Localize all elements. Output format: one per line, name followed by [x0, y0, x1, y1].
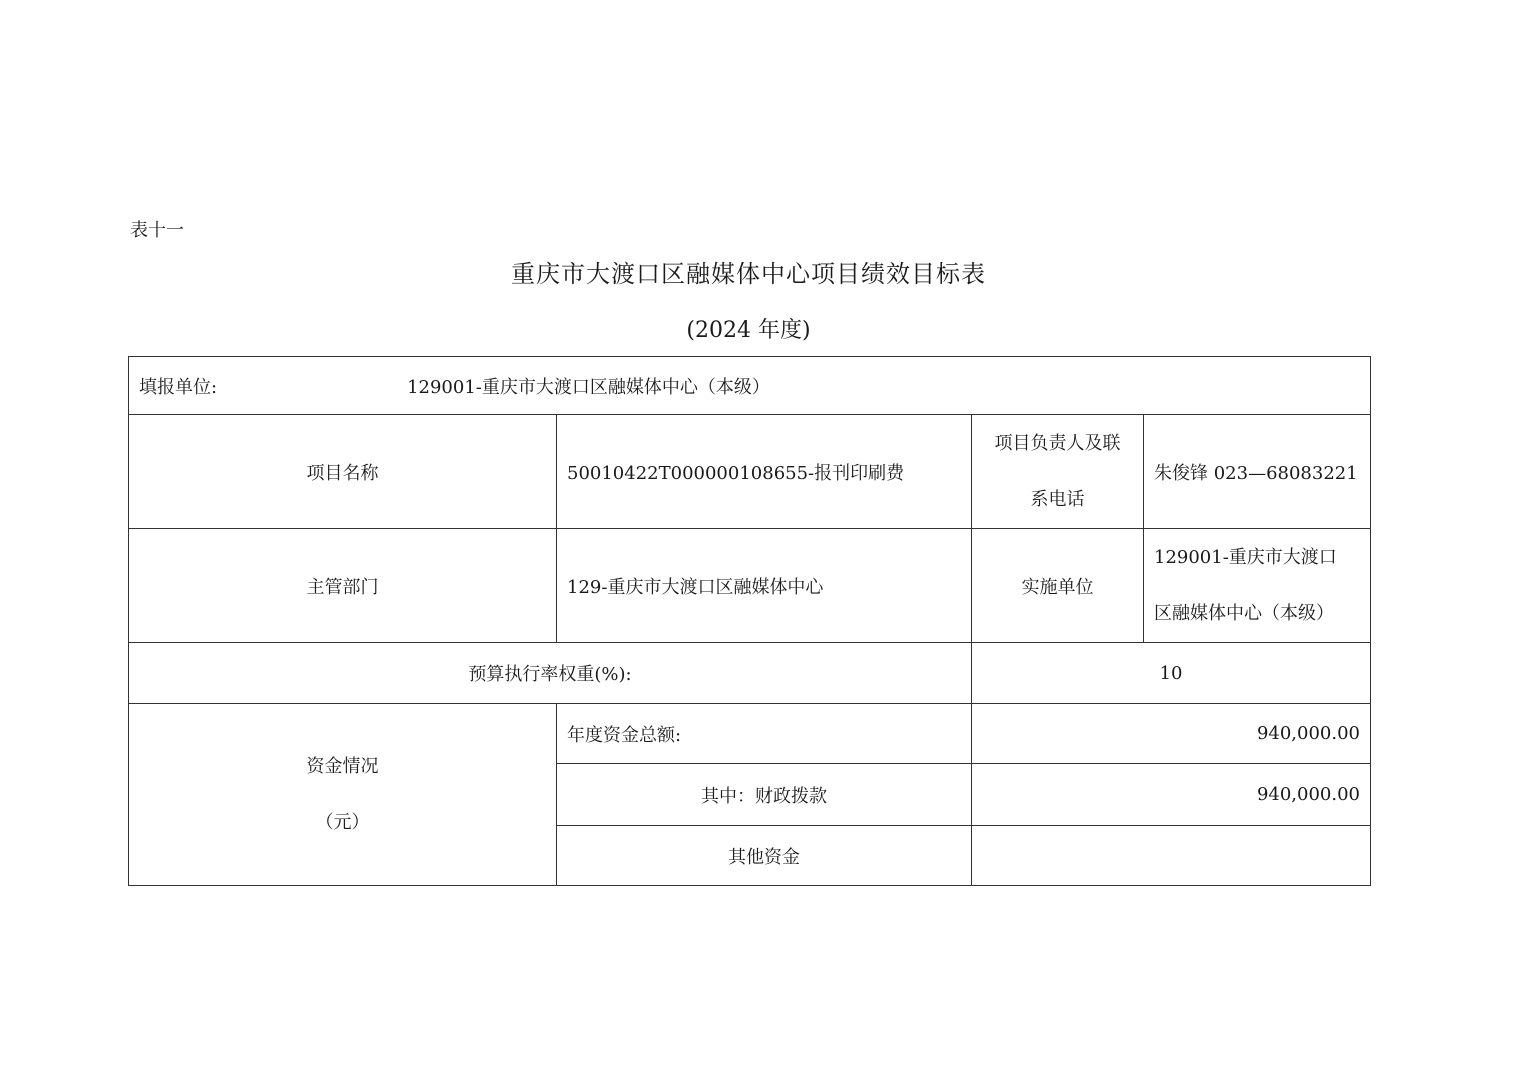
funds-label-line-2: （元）	[315, 811, 370, 833]
unit-row	[129, 357, 1371, 415]
project-row	[129, 415, 1371, 529]
performance-target-table	[128, 356, 1371, 886]
page-title: 重庆市大渡口区融媒体中心项目绩效目标表	[511, 260, 986, 288]
funds-total-row	[129, 704, 1371, 764]
budget-rate-label: 预算执行率权重(%):	[129, 643, 972, 704]
funds-fiscal-value: 940,000.00	[972, 764, 1371, 826]
page-subtitle: (2024 年度)	[686, 318, 811, 343]
funds-other-label: 其他资金	[557, 826, 972, 886]
impl-unit-value	[1144, 529, 1371, 643]
budget-row	[129, 643, 1371, 704]
project-name-label: 项目名称	[129, 415, 557, 529]
impl-unit-line-1: 129001-重庆市大渡口	[1154, 546, 1337, 568]
contact-label-line-2: 系电话	[1030, 488, 1085, 510]
contact-label-line-1: 项目负责人及联	[994, 432, 1121, 454]
project-name-value: 50010422T000000108655-报刊印刷费	[557, 415, 972, 529]
dept-row	[129, 529, 1371, 643]
unit-cell	[129, 357, 1371, 415]
funds-label	[129, 704, 557, 886]
contact-label	[972, 415, 1144, 529]
budget-rate-value: 10	[972, 643, 1371, 704]
dept-label: 主管部门	[129, 529, 557, 643]
funds-fiscal-label: 其中：财政拨款	[557, 764, 972, 826]
unit-label: 填报单位:	[139, 376, 218, 398]
funds-total-label: 年度资金总额:	[557, 704, 972, 764]
impl-unit-line-2: 区融媒体中心（本级）	[1154, 602, 1334, 624]
funds-total-value: 940,000.00	[972, 704, 1371, 764]
contact-value: 朱俊锋 023—68083221	[1144, 415, 1371, 529]
funds-other-value	[972, 826, 1371, 886]
impl-unit-label: 实施单位	[972, 529, 1144, 643]
funds-label-line-1: 资金情况	[306, 755, 379, 777]
dept-value: 129-重庆市大渡口区融媒体中心	[557, 529, 972, 643]
unit-value: 129001-重庆市大渡口区融媒体中心（本级）	[407, 376, 770, 398]
table-number: 表十一	[130, 220, 184, 241]
